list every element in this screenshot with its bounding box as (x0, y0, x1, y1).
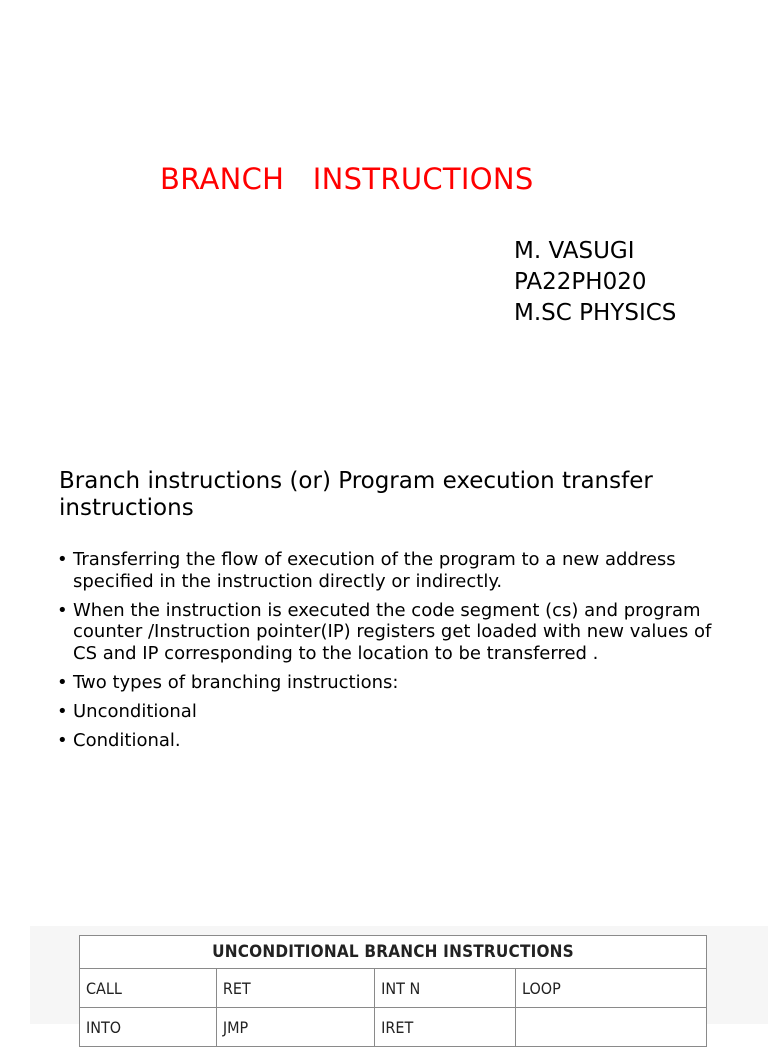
bullet-item (57, 701, 717, 723)
bullet-icon: • (57, 729, 68, 751)
table-cell: INT N (375, 969, 516, 1008)
table-image-area (30, 926, 768, 1037)
bullet-text: Conditional. (73, 729, 181, 751)
table-cell: JMP (216, 1008, 374, 1047)
bullet-list (57, 549, 717, 759)
slide-title: BRANCH INSTRUCTIONS (160, 162, 534, 196)
table-row (80, 1008, 707, 1047)
table-cell: CALL (80, 969, 217, 1008)
bullet-text: Two types of branching instructions: (73, 671, 399, 693)
bullet-icon: • (57, 700, 68, 722)
bullet-icon: • (57, 671, 68, 693)
table-row (80, 969, 707, 1008)
bullet-item (57, 549, 717, 592)
author-name: M. VASUGI (514, 238, 635, 264)
bullet-item (57, 600, 717, 665)
table-header: UNCONDITIONAL BRANCH INSTRUCTIONS (80, 936, 707, 969)
author-course: M.SC PHYSICS (514, 300, 677, 326)
table-cell: IRET (375, 1008, 516, 1047)
section-heading: Branch instructions (or) Program execution transfer instructions (59, 468, 653, 521)
table-cell: LOOP (516, 969, 707, 1008)
table-cell (516, 1008, 707, 1047)
table-cell: INTO (80, 1008, 217, 1047)
bullet-text: Unconditional (73, 700, 197, 722)
bullet-item (57, 672, 717, 694)
table-cell: RET (216, 969, 374, 1008)
bullet-icon: • (57, 549, 68, 570)
bullet-item (57, 730, 717, 752)
bullet-icon: • (57, 599, 68, 621)
unconditional-branch-table (79, 935, 707, 1047)
author-roll-number: PA22PH020 (514, 269, 647, 295)
bullet-text: Transferring the flow of execution of the program to a new address specified in the instruction directly or indirectly. (73, 549, 676, 592)
author-block (514, 236, 676, 329)
bullet-text: When the instruction is executed the code segment (cs) and program counter /Instruction pointer(IP) registers get loaded with new values of CS and IP corresponding to the location to be transferred . (73, 599, 712, 664)
